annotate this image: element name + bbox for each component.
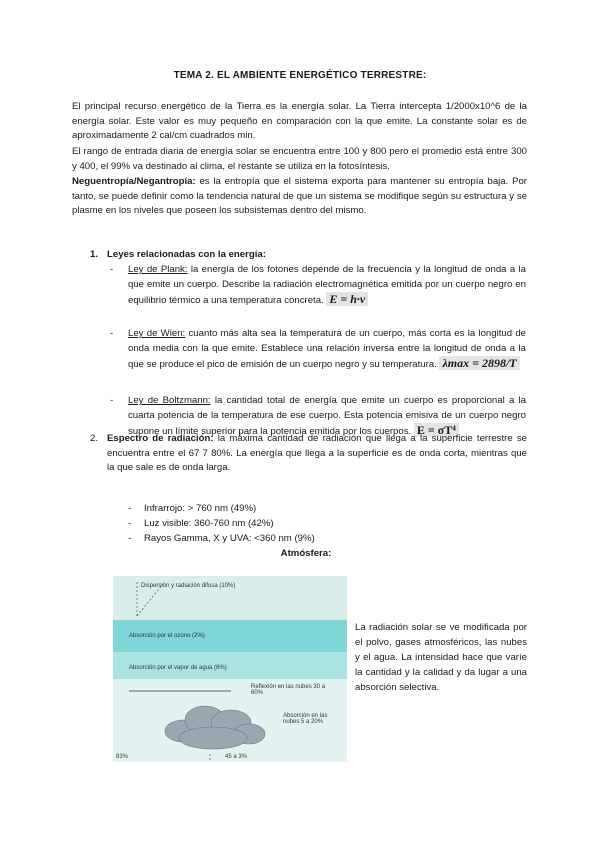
law-name: Ley de Wien: <box>128 328 186 339</box>
atmosphere-description: La radiación solar se ve modificada por el polvo, gases atmosféricos, las nubes y el agua. La intensidad hace que varíe la cantidad y la calidad y da lugar a una absorción selectiva. <box>355 622 527 693</box>
label-cloud-reflection: Reflexión en las nubes 30 a 60% <box>251 684 326 696</box>
equation-planck: E = h·v <box>326 292 368 306</box>
section-number: 2. <box>90 433 99 444</box>
cloud-icon <box>165 706 265 749</box>
paragraph-daily-range: El rango de entrada diaria de energía solar se encuentra entre 100 y 800 pero el promedio está entre 300 y 400, el 99% va destinado al clima, el restante se utiliza en la fotosíntesis. <box>72 146 527 172</box>
equation-boltzmann: E = σT⁴ <box>414 423 459 437</box>
law-text: la energía de los fotones depende de la frecuencia y la longitud de onda a la que emite un cuerpo. Describe la radiación electromagnética emitida por un cuerpo negro en equilibrio térmico a una temperatura concreta. <box>128 264 526 306</box>
label-bottom-percentage: 45 a 3% <box>225 754 248 760</box>
law-name: Ley de Plank: <box>128 264 188 275</box>
law-planck: - Ley de Plank: la energía de los fotones depende de la frecuencia y la longitud de onda a la que emite un cuerpo. Describe la radiación electromagnética emitida por un cuerpo negro en equilibrio térmico a una temperatura concreta. E = h·v <box>110 264 526 306</box>
label-cloud-absorption: Absorción en las nubes 5 a 20% <box>283 713 328 725</box>
neguentropy-term: Neguentropía/Negantropía: <box>72 176 196 187</box>
atmosphere-heading: Atmósfera: <box>280 548 332 559</box>
law-text: la cantidad total de energía que emite un cuerpo es proporcional a la cuarta potencia de la temperatura de ese cuerpo. Esta potencia emisiva de un cuerpo negro supone un límite superior para la potencia emitida por los cuerpos. <box>128 395 526 437</box>
law-boltzmann: - Ley de Boltzmann: la cantidad total de energía que emite un cuerpo es proporcional a la cuarta potencia de la temperatura de ese cuerpo. Esta potencia emisiva de un cuerpo negro supone un límite superior para la potencia emitida por los cuerpos. E = σT⁴ <box>110 395 526 437</box>
section-number: 1. <box>90 249 99 260</box>
spectrum-heading: Espectro de radiación: <box>107 433 214 444</box>
spectrum-text: la máxima cantidad de radiación que llega a la superficie terrestre se encuentra entre el 67 7 80%. La energía que llega a la superficie es de onda corta, mientras que la que sale es de onda larga. <box>107 433 527 473</box>
label-dispersion: Dispersión y radiación difusa (10%) <box>141 583 236 589</box>
paragraph-solar-energy: El principal recurso energético de la Tierra es la energía solar. La Tierra intercepta 1/2000x10^6 de la energía solar. Este valor es muy pequeño en comparación con la que emite. La constante solar es de aproximadamente 2 cal/cm cuadrados min. <box>72 101 527 141</box>
section-title: Leyes relacionadas con la energía: <box>107 249 266 260</box>
label-left-percentage: 83% <box>116 754 129 760</box>
law-name: Ley de Boltzmann: <box>128 395 211 406</box>
document-title: TEMA 2. EL AMBIENTE ENERGÉTICO TERRESTRE: <box>173 70 427 81</box>
section-laws-heading <box>90 249 530 260</box>
spectrum-item: - Infrarrojo: > 760 nm (49%) <box>128 503 257 514</box>
spectrum-item: - Rayos Gamma, X y UVA: <360 nm (9%) <box>128 533 315 544</box>
equation-wien: λmax = 2898/T <box>439 356 519 370</box>
label-vapor: Absorción por el vapor de agua (8%) <box>129 665 227 671</box>
spectrum-item: - Luz visible: 360-760 nm (42%) <box>128 518 274 529</box>
law-text: cuanto más alta sea la temperatura de un cuerpo, más corta es la longitud de onda media con la que emite. Establece una relación inversa entre la longitud de onda a la que se produce el pico de emisión de un cuerpo negro y su temperatura. <box>128 328 526 370</box>
law-wien: - Ley de Wien: cuanto más alta sea la temperatura de un cuerpo, más corta es la longitud de onda media con la que emite. Establece una relación inversa entre la longitud de onda a la que se produce el pico de emisión de un cuerpo negro y su temperatura. λmax = 2898/T <box>110 328 526 370</box>
atmosphere-figure <box>113 576 347 762</box>
neguentropy-definition: es la entropía que el sistema exporta para mantener su entropía baja. Por tanto, se puede definir como la tendencia natural de que un sistema se modifique según su estructura y se plasme en los niveles que poseen los subsistemas dentro del mismo. <box>72 176 527 216</box>
section-spectrum <box>90 432 527 476</box>
paragraph-neguentropy <box>72 175 527 219</box>
label-ozone: Absorción por el ozono (2%) <box>129 633 205 639</box>
